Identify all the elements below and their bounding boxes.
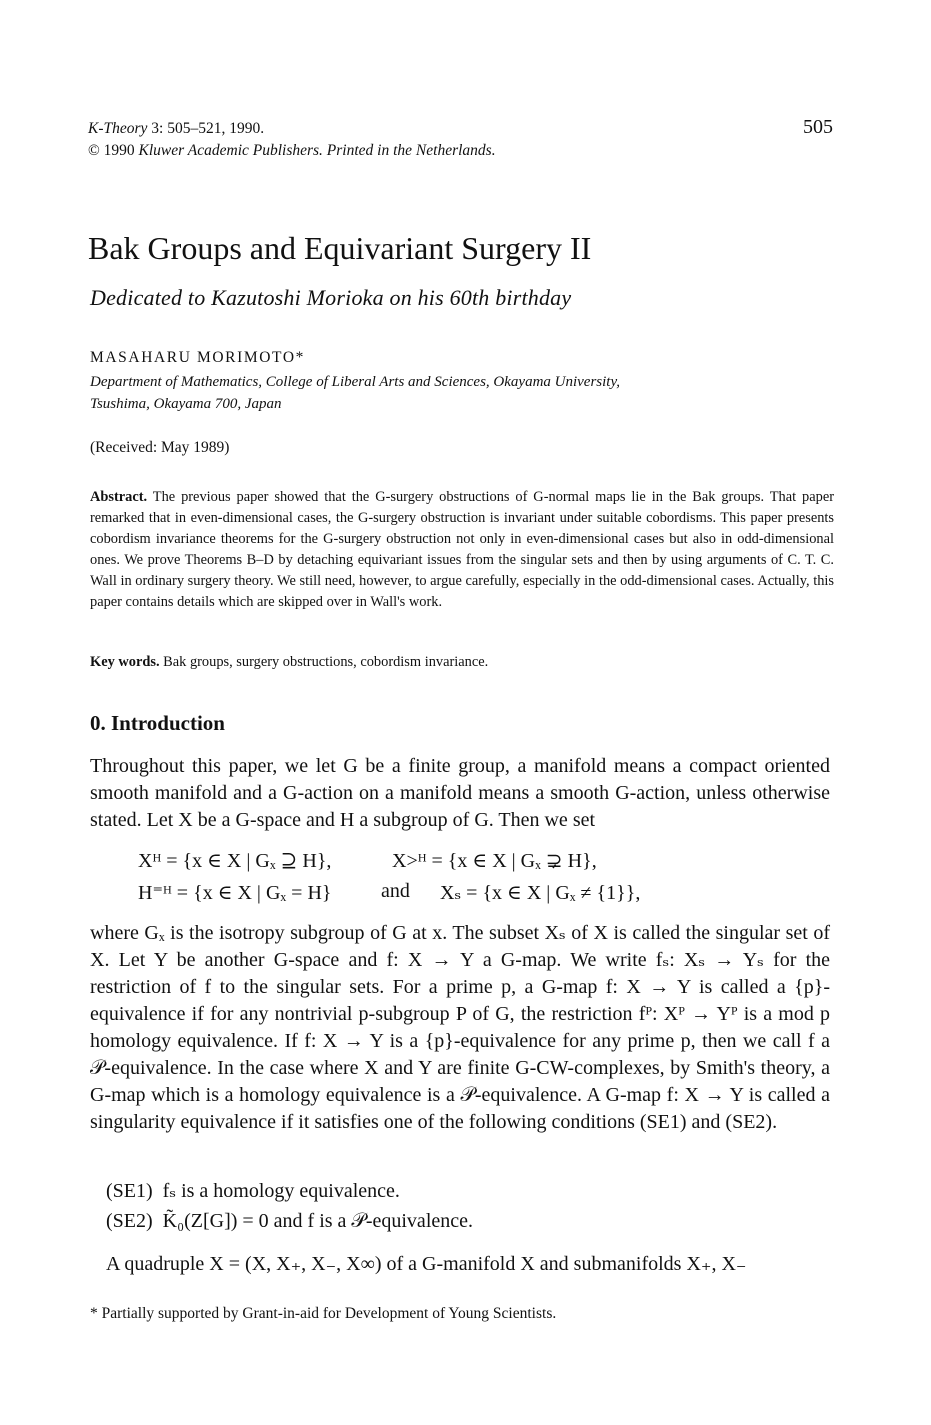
equation-2b: Xₛ = {x ∈ X | Gₓ ≠ {1}}, [440, 882, 641, 904]
affiliation-line-2: Tsushima, Okayama 700, Japan [90, 396, 282, 412]
paper-title: Bak Groups and Equivariant Surgery II [88, 230, 592, 266]
received-date: (Received: May 1989) [90, 439, 230, 456]
affiliation [90, 371, 620, 415]
equation-1b: X>ᴴ = {x ∈ X | Gₓ ⊋ H}, [392, 850, 597, 872]
dedication: Dedicated to Kazutoshi Morioka on his 60th birthday [90, 285, 572, 310]
equation-1a: Xᴴ = {x ∈ X | Gₓ ⊇ H}, [138, 850, 332, 872]
se1-text: fₛ is a homology equivalence. [162, 1180, 400, 1202]
affiliation-line-1: Department of Mathematics, College of Liberal Arts and Sciences, Okayama University, [90, 374, 621, 390]
journal-name: K-Theory [88, 120, 148, 137]
copyright-symbol: © 1990 [88, 142, 139, 159]
keywords-text: Bak groups, surgery obstructions, cobordism invariance. [159, 654, 489, 670]
equation-2-and: and [381, 880, 410, 902]
se2-text: K̃₀(Z[G]) = 0 and f is a 𝒫-equivalence. [162, 1210, 474, 1232]
equation-2a: H⁼ᴴ = {x ∈ X | Gₓ = H} [138, 882, 332, 904]
condition-se1 [106, 1178, 400, 1203]
keywords [90, 654, 488, 671]
keywords-label: Key words. [90, 654, 160, 670]
journal-citation: 3: 505–521, 1990. [147, 120, 265, 137]
author-name: MASAHARU MORIMOTO* [90, 349, 305, 366]
intro-paragraph-2: where Gₓ is the isotropy subgroup of G at x. The subset Xₛ of X is called the singular set of X. Let Y be another G-space and f: X → Y a G-map. We write fₛ: Xₛ → Yₛ for the restriction of f to the singular sets. For a prime p, a G-map f: X → Y is called a {p}-equivalence if for any nontrivial p-subgroup P of G, the restriction fᴾ: Xᴾ → Yᴾ is a mod p homology equivalence. If f: X → Y is a {p}-equivalence for any prime p, then we call f a 𝒫-equivalence. In the case where X and Y are finite G-CW-complexes, by Smith's theory, a G-map which is a homology equivalence is a 𝒫-equivalence. A G-map f: X → Y is called a singularity equivalence if it satisfies one of the following conditions (SE1) and (SE2). [90, 922, 830, 1133]
intro-paragraph-1: Throughout this paper, we let G be a finite group, a manifold means a compact oriented smooth manifold and a G-action on a manifold means a smooth G-action, unless otherwise stated. Let X be a G-space and H a subgroup of G. Then we set [90, 755, 830, 831]
footnote: * Partially supported by Grant-in-aid for Development of Young Scientists. [90, 1305, 557, 1322]
abstract-label: Abstract. [90, 489, 148, 505]
journal-header [88, 118, 496, 162]
condition-se2 [106, 1210, 473, 1233]
section-heading: 0. Introduction [90, 711, 225, 735]
page-number: 505 [803, 116, 833, 138]
intro-paragraph-3: A quadruple X = (X, X₊, X₋, X∞) of a G-manifold X and submanifolds X₊, X₋ [106, 1253, 747, 1275]
publisher-line: Kluwer Academic Publishers. Printed in the Netherlands. [138, 142, 496, 159]
se1-label: (SE1) [106, 1180, 153, 1202]
se2-label: (SE2) [106, 1210, 153, 1232]
abstract [90, 487, 834, 613]
abstract-text: The previous paper showed that the G-surgery obstructions of G-normal maps lie in the Bak groups. That paper remarked that in even-dimensional cases, the G-surgery obstruction is invariant under suitable cobordisms. This paper presents cobordism invariance theorems for the G-surgery obstruction not only in even-dimensional cases but also in odd-dimensional ones. We prove Theorems B–D by detaching equivariant issues from the singular sets and then by using arguments of C. T. C. Wall in ordinary surgery theory. We still need, however, to argue carefully, especially in the odd-dimensional cases. Actually, this paper contains details which are skipped over in Wall's work. [90, 489, 834, 610]
